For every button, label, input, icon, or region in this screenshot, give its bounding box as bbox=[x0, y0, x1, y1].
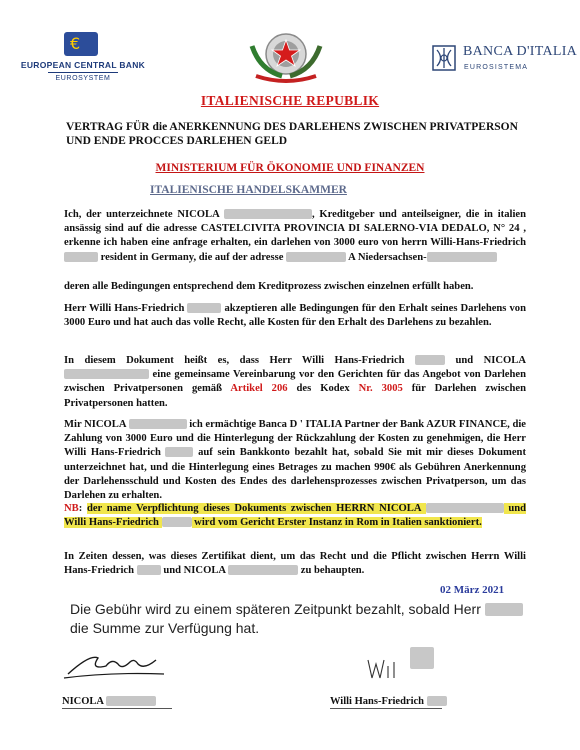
redaction bbox=[427, 252, 497, 262]
ecb-name: EUROPEAN CENTRAL BANK bbox=[20, 60, 146, 70]
italian-emblem-icon bbox=[238, 26, 334, 86]
signature-right-icon bbox=[364, 650, 404, 686]
paragraph-7: In Zeiten dessen, was dieses Zertifikat dient, um das Recht und die Pflicht zwischen Herrn Willi Hans-Friedrich und NICOLA zu behaupten. bbox=[64, 551, 526, 577]
redaction bbox=[106, 696, 156, 706]
page-title: ITALIENISCHE REPUBLIK bbox=[200, 93, 380, 108]
ecb-subtitle: EUROSYSTEM bbox=[55, 75, 111, 82]
paragraph-1: Ich, der unterzeichnete NICOLA , Kreditgeber und anteilseigner, die in italien ansässig sind auf die adresse CASTELCIVITA PROVINCIA DI SALERNO-VIA DEDALO, N° 24 , erkenne ich haben eine anfrage erhalten, ein darlehen von 3000 euro von herrn Willi-Hans-Friedrich resident in Germany, die auf der adresse A Niedersachsen- bbox=[64, 209, 526, 263]
fee-note: Die Gebühr wird zu einem späteren Zeitpunkt bezahlt, sobald Herr die Summe zur Verfügung hat. bbox=[70, 600, 540, 638]
signature-name-right: Willi Hans-Friedrich bbox=[330, 696, 447, 709]
article-reference: Artikel 206 bbox=[230, 383, 288, 395]
divider bbox=[48, 72, 118, 73]
redaction bbox=[427, 696, 447, 706]
redaction bbox=[485, 603, 523, 616]
paragraph-2: deren alle Bedingungen entsprechend dem Kreditprozess zwischen einzelnen erfüllt haben. bbox=[64, 281, 474, 292]
banca-italia-logo bbox=[430, 40, 578, 80]
redaction bbox=[64, 369, 149, 379]
banca-italia-subtitle: EUROSISTEMA bbox=[464, 64, 529, 71]
signature-line bbox=[330, 708, 442, 709]
redaction bbox=[187, 303, 221, 313]
redaction bbox=[129, 419, 187, 429]
code-number: Nr. 3005 bbox=[358, 383, 403, 395]
ecb-logo bbox=[8, 28, 158, 88]
contract-title: VERTRAG FÜR die ANERKENNUNG DES DARLEHENS ZWISCHEN PRIVATPERSON UND ENDE PROCCES DARLEHEN GELD bbox=[66, 121, 518, 147]
paragraph-4: In diesem Dokument heißt es, dass Herr Willi Hans-Friedrich und NICOLA eine gemeinsame Vereinbarung vor den Gerichten für das Angebot von Darlehen zwischen Privatpersonen gemäß Artikel 206 des Kodex Nr. 3005 für Darlehen zwischen Privatpersonen hatten. bbox=[64, 355, 527, 409]
signature-line bbox=[62, 708, 172, 709]
banca-italia-name: BANCA D'ITALIA bbox=[463, 44, 578, 59]
redaction bbox=[137, 565, 161, 575]
euro-sign-icon: € bbox=[64, 32, 98, 56]
paragraph-nb: NB: der name Verpflichtung dieses Dokuments zwischen HERRN NICOLA und Willi Hans-Friedrich wird vom Gericht Erster Instanz in Rom in Italien sanktioniert. bbox=[64, 503, 526, 529]
banca-italia-ornament-icon bbox=[430, 42, 458, 74]
nb-label: NB bbox=[64, 503, 79, 514]
paragraph-5: Mir NICOLA ich ermächtige Banca D ' ITALIA Partner der Bank AZUR FINANCE, die Zahlung von 3000 Euro und die Hinterlegung der Rückzahlung der Kosten zu genehmigen, die Herr Willi Hans-Friedrich auf sein Bankkonto bezahlt hat, sobald Sie mit mir dieses Dokument unterzeichnet hat, und die Hinterlegung eines Betrages zu machen 990€ als Gebühren Anerkennung der Darlehensschuld und Kosten des Endes des darlehensprozesses zwischen Privatperson, um das Darlehen zu erhalten. bbox=[64, 419, 527, 502]
redaction bbox=[410, 647, 434, 669]
ministry-heading: MINISTERIUM FÜR ÖKONOMIE UND FINANZEN bbox=[155, 162, 425, 174]
redaction bbox=[426, 503, 504, 513]
paragraph-3: Herr Willi Hans-Friedrich akzeptieren alle Bedingungen für den Erhalt seines Darlehens von 3000 Euro und hat auch das volle Recht, alle Kosten für den Erhalt des Darlehens zu bezahlen. bbox=[64, 303, 526, 329]
redaction bbox=[165, 447, 193, 457]
signature-name-left: NICOLA bbox=[62, 696, 172, 709]
document-date: 02 März 2021 bbox=[440, 584, 505, 596]
chamber-heading: ITALIENISCHE HANDELSKAMMER bbox=[150, 184, 347, 196]
redaction bbox=[228, 565, 298, 575]
redaction bbox=[64, 252, 98, 262]
redaction bbox=[415, 355, 445, 365]
redaction bbox=[224, 209, 312, 219]
redaction bbox=[162, 517, 192, 527]
signature-left-icon bbox=[60, 644, 170, 686]
redaction bbox=[286, 252, 346, 262]
